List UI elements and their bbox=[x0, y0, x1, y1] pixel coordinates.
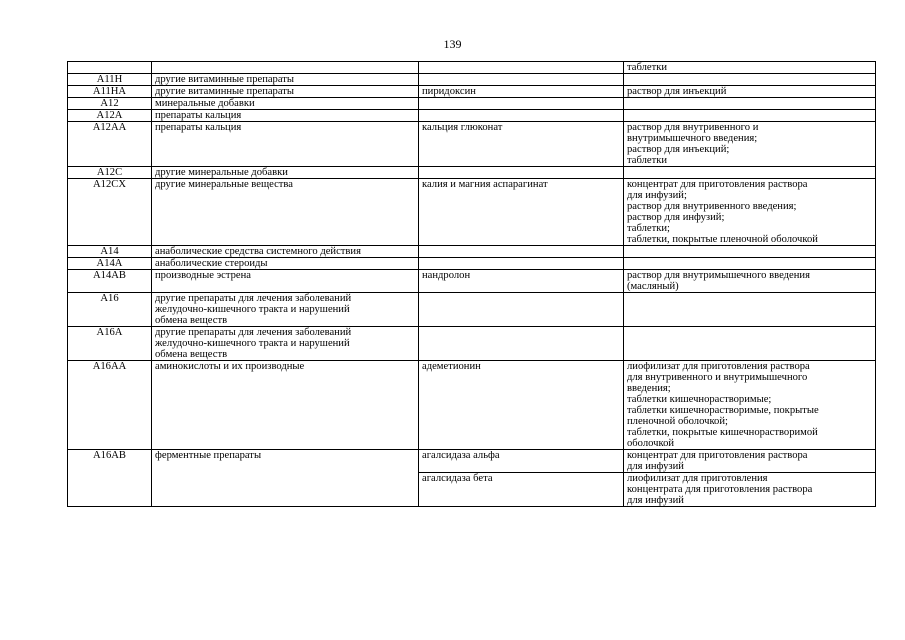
dosage-form-cell: лиофилизат для приготовления раствора для внутривенного и внутримышечного введения; таблетки кишечнорастворимые; таблетки кишечнорастворимые, покрытые пленочной оболочкой; таблетки, покрытые кишечнорастворимой оболочкой bbox=[624, 361, 876, 450]
group-name-cell: другие минеральные добавки bbox=[152, 167, 419, 179]
group-name-cell: другие витаминные препараты bbox=[152, 74, 419, 86]
table-row bbox=[68, 327, 876, 361]
group-name-cell: другие минеральные вещества bbox=[152, 179, 419, 246]
drug-name-cell bbox=[419, 62, 624, 74]
table-row bbox=[68, 86, 876, 98]
atc-code-cell: A16A bbox=[68, 327, 152, 361]
drug-name-cell bbox=[419, 110, 624, 122]
dosage-form-cell: раствор для внутримышечного введения (масляный) bbox=[624, 270, 876, 293]
atc-code-cell: A11HA bbox=[68, 86, 152, 98]
dosage-form-cell: таблетки bbox=[624, 62, 876, 74]
drug-name-cell bbox=[419, 98, 624, 110]
drug-name-cell: адеметионин bbox=[419, 361, 624, 450]
drug-name-cell: калия и магния аспарагинат bbox=[419, 179, 624, 246]
dosage-form-cell: раствор для внутривенного и внутримышечного введения; раствор для инъекций; таблетки bbox=[624, 122, 876, 167]
table-row bbox=[68, 167, 876, 179]
dosage-form-cell bbox=[624, 74, 876, 86]
group-name-cell: минеральные добавки bbox=[152, 98, 419, 110]
atc-code-cell: A14AB bbox=[68, 270, 152, 293]
drug-name-cell bbox=[419, 74, 624, 86]
dosage-form-cell bbox=[624, 246, 876, 258]
table-row bbox=[68, 270, 876, 293]
drug-name-cell bbox=[419, 167, 624, 179]
dosage-form-cell bbox=[624, 110, 876, 122]
group-name-cell: производные эстрена bbox=[152, 270, 419, 293]
atc-code-cell: A16 bbox=[68, 293, 152, 327]
table-row bbox=[68, 258, 876, 270]
atc-code-cell: A12AA bbox=[68, 122, 152, 167]
drug-name-cell: агалсидаза альфа bbox=[419, 450, 624, 473]
dosage-form-cell bbox=[624, 98, 876, 110]
group-name-cell: аминокислоты и их производные bbox=[152, 361, 419, 450]
group-name-cell bbox=[152, 62, 419, 74]
atc-code-cell: A12CX bbox=[68, 179, 152, 246]
group-name-cell: другие витаминные препараты bbox=[152, 86, 419, 98]
atc-code-cell: A11H bbox=[68, 74, 152, 86]
atc-code-cell: A14A bbox=[68, 258, 152, 270]
table-row bbox=[68, 62, 876, 74]
group-name-cell: другие препараты для лечения заболеваний желудочно-кишечного тракта и нарушений обмена веществ bbox=[152, 293, 419, 327]
table-row bbox=[68, 361, 876, 450]
atc-code-cell: A14 bbox=[68, 246, 152, 258]
group-name-cell: препараты кальция bbox=[152, 122, 419, 167]
drug-name-cell bbox=[419, 246, 624, 258]
group-name-cell: ферментные препараты bbox=[152, 450, 419, 507]
dosage-form-cell bbox=[624, 167, 876, 179]
atc-code-cell: A12 bbox=[68, 98, 152, 110]
drug-name-cell bbox=[419, 258, 624, 270]
table-row bbox=[68, 246, 876, 258]
atc-code-cell: A12A bbox=[68, 110, 152, 122]
group-name-cell: анаболические средства системного действия bbox=[152, 246, 419, 258]
drug-name-cell bbox=[419, 293, 624, 327]
table-row bbox=[68, 122, 876, 167]
table-row bbox=[68, 74, 876, 86]
dosage-form-cell: концентрат для приготовления раствора для инфузий bbox=[624, 450, 876, 473]
atc-drug-table bbox=[67, 61, 876, 507]
atc-code-cell: A16AB bbox=[68, 450, 152, 507]
drug-name-cell: агалсидаза бета bbox=[419, 473, 624, 507]
drug-name-cell: пиридоксин bbox=[419, 86, 624, 98]
table-row bbox=[68, 110, 876, 122]
atc-code-cell: A12C bbox=[68, 167, 152, 179]
atc-code-cell bbox=[68, 62, 152, 74]
drug-name-cell: кальция глюконат bbox=[419, 122, 624, 167]
page-number: 139 bbox=[443, 37, 462, 51]
dosage-form-cell: раствор для инъекций bbox=[624, 86, 876, 98]
table-row bbox=[68, 98, 876, 110]
dosage-form-cell: лиофилизат для приготовления концентрата для приготовления раствора для инфузий bbox=[624, 473, 876, 507]
dosage-form-cell: концентрат для приготовления раствора для инфузий; раствор для внутривенного введения; раствор для инфузий; таблетки; таблетки, покрытые пленочной оболочкой bbox=[624, 179, 876, 246]
group-name-cell: анаболические стероиды bbox=[152, 258, 419, 270]
atc-code-cell: A16AA bbox=[68, 361, 152, 450]
drug-name-cell: нандролон bbox=[419, 270, 624, 293]
table-row bbox=[68, 179, 876, 246]
drug-name-cell bbox=[419, 327, 624, 361]
group-name-cell: препараты кальция bbox=[152, 110, 419, 122]
table-row bbox=[68, 450, 876, 473]
dosage-form-cell bbox=[624, 258, 876, 270]
dosage-form-cell bbox=[624, 293, 876, 327]
dosage-form-cell bbox=[624, 327, 876, 361]
group-name-cell: другие препараты для лечения заболеваний желудочно-кишечного тракта и нарушений обмена веществ bbox=[152, 327, 419, 361]
table-row bbox=[68, 293, 876, 327]
